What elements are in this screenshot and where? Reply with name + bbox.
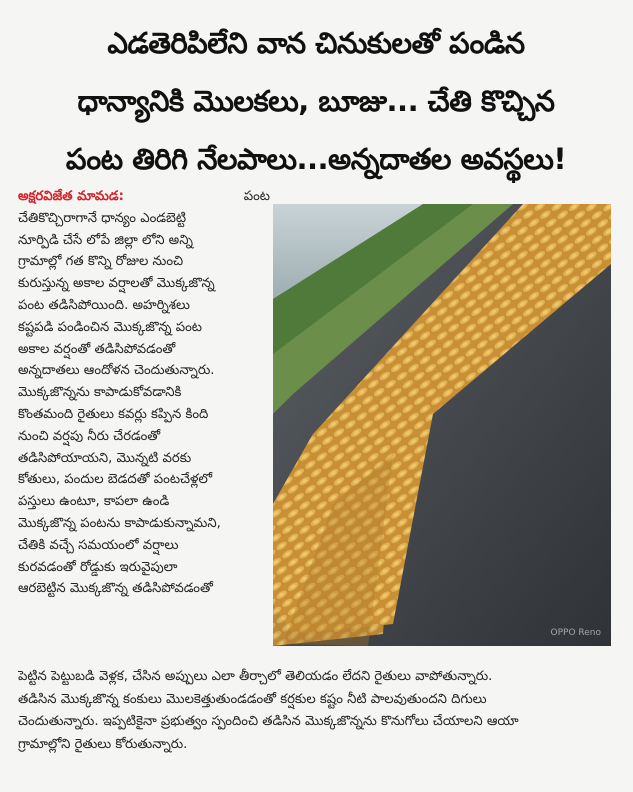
headline-line-1: ఎడతెరిపిలేని వాన చినుకులతో పండిన [107,26,525,60]
column-line: అకాల వర్షంతో తడిసిపోవడంతో [18,341,176,357]
column-line: పంట [243,189,270,204]
body-line: పెట్టిన పెట్టుబడి వెళ్లక, చేసిన అప్పులు ఎలా తీర్చాలో తెలియడం లేదని రైతులు వాపోతున్నారు. [18,669,493,684]
column-line: అన్నదాతలు ఆందోళన చెందుతున్నారు. [18,363,215,379]
article-column [18,186,270,600]
column-line: కష్టపడి పండించిన మొక్కజొన్న పంట [18,319,202,335]
column-line: పంట తడిసిపోయింది. అహర్నిశలు [18,297,190,313]
column-line: కోతులు, పందుల బెడదతో పంటచేళ్లలో [18,472,213,488]
column-line: మొక్కజొన్న పంటను కాపాడుకున్నామని, [18,515,221,531]
column-line: ఆరబెట్టిన మొక్కజొన్న తడిసిపోవడంతో [18,581,213,597]
corn-drying-photo [273,204,611,646]
body-line: తడిసిన మొక్కజొన్న కంకులు మొలకెత్తుతుండడంతో కర్షకుల కష్టం నీటి పాలవుతుందని దిగులు [18,691,487,707]
column-line: కొంతమంది రైతులు కవర్లు కప్పిన కింది [18,406,209,422]
body-line: చెందుతున్నారు. ఇప్పటికైనా ప్రభుత్వం స్పందించి తడిసిన మొక్కజొన్నను కొనుగోలు చేయాలని ఆయా [18,714,519,729]
column-line: పస్తులు ఉంటూ, కాపలా ఉండి [18,494,170,510]
headline-line-2: ధాన్యానికి మొలకలు, బూజు... చేతి కొచ్చిన [77,84,555,118]
headline [16,14,616,188]
column-line: చేతికొచ్చిరాగానే ధాన్యం ఎండబెట్టి [18,210,187,226]
column-line: మొక్కజొన్నను కాపాడుకోవడానికి [18,385,182,401]
column-line: గ్రామాల్లో గత కొన్ని రోజుల నుంచి [18,254,184,270]
headline-line-3: పంట తిరిగి నేలపాలు...అన్నదాతల అవస్థలు! [65,142,567,176]
photo-illustration [273,204,611,646]
column-line: కురుస్తున్న అకాల వర్షాలతో మొక్కజొన్న [18,276,215,292]
column-line: తడిసిపోయాయని, మొన్నటి వరకు [18,450,192,466]
article-continuation [18,666,614,756]
body-line: గ్రామాల్లోని రైతులు కోరుతున్నారు. [18,736,188,752]
column-line: నుంచి వర్షపు నీరు చేరడంతో [18,428,161,444]
column-line: కురవడంతో రోడ్డుకు ఇరువైపులా [18,559,178,575]
column-line-first [18,186,270,208]
column-line: చేతికి వచ్చే సమయంలో వర్షాలు [18,537,179,553]
photo-watermark: OPPO Reno [550,628,601,638]
byline: అక్షరవిజేత మామడ: [18,189,124,204]
column-line: నూర్పిడి చేసే లోపే జిల్లా లోని అన్ని [18,232,193,248]
